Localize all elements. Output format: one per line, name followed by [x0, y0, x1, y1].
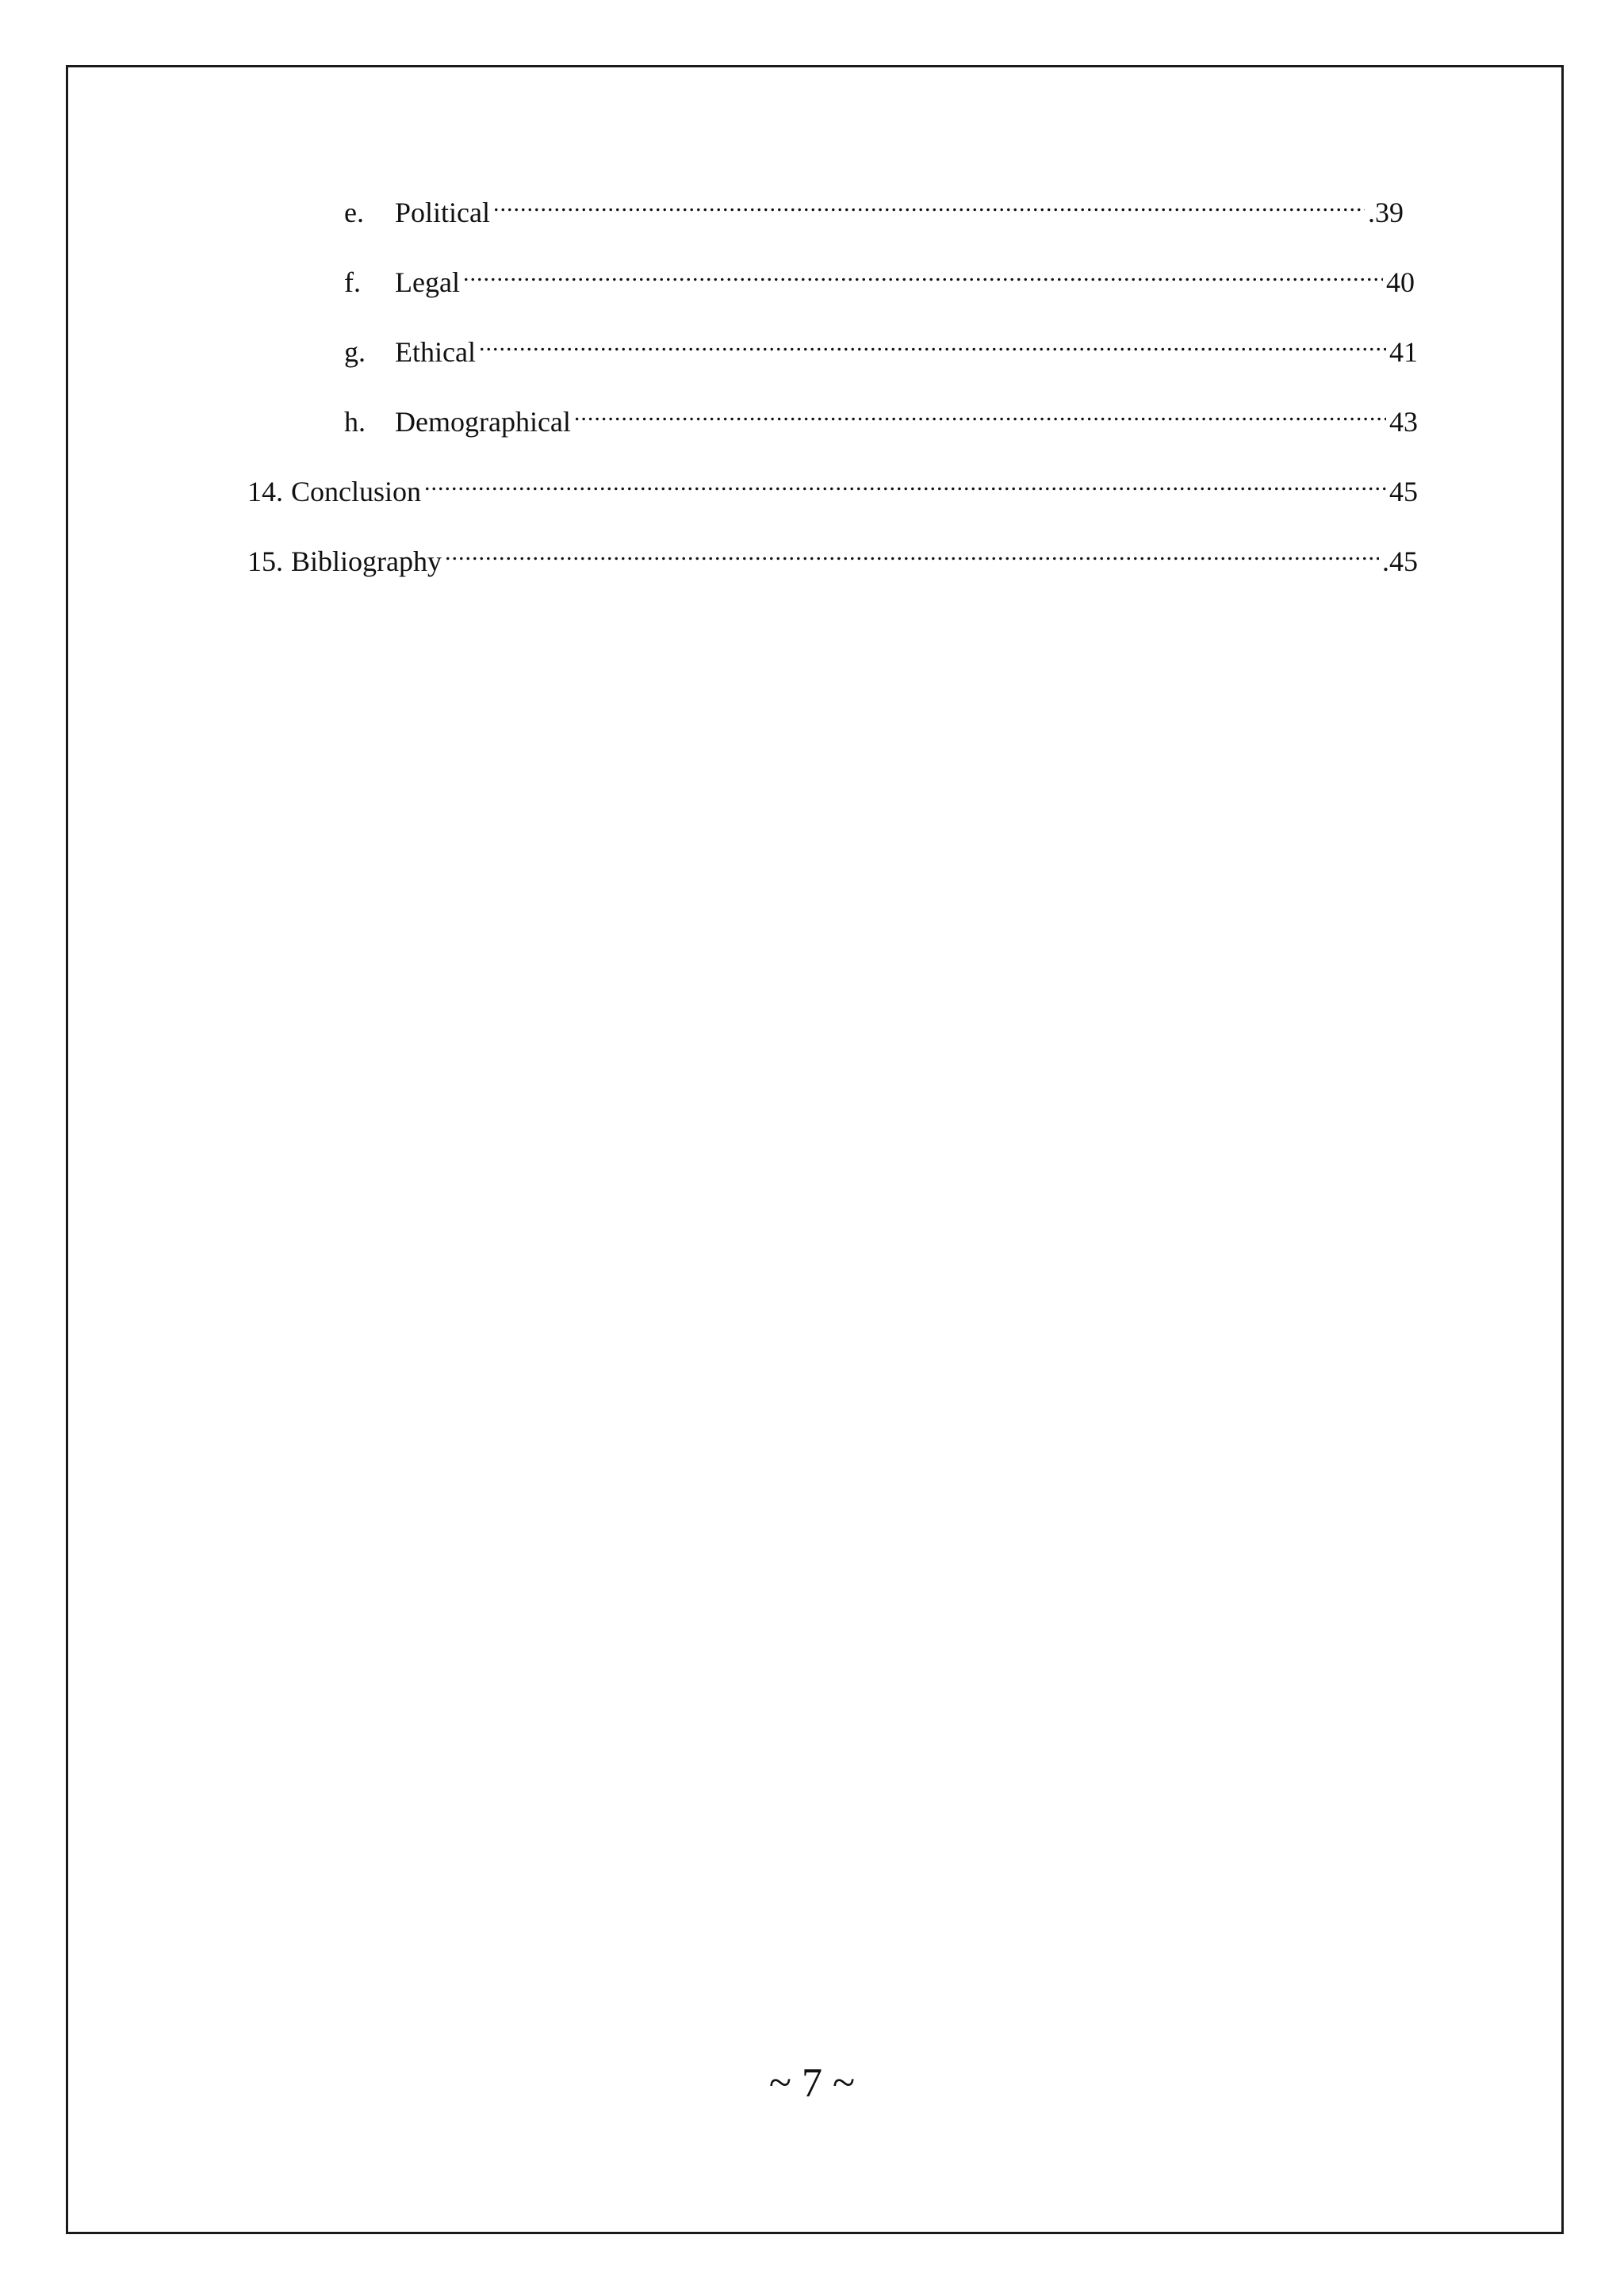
toc-entry-page: 45 — [1389, 476, 1418, 507]
dot-leader — [463, 257, 1383, 292]
dot-leader — [445, 536, 1379, 571]
toc-entry-bibliography[interactable] — [247, 536, 1418, 579]
dot-leader — [424, 466, 1386, 501]
toc-entry-ethical[interactable] — [344, 327, 1418, 369]
toc-entry-title: Conclusion — [291, 476, 422, 507]
toc-entry-page: .45 — [1382, 545, 1418, 577]
toc-entry-number: f. — [344, 266, 361, 298]
table-of-contents — [0, 0, 1624, 634]
toc-entry-page: 41 — [1389, 336, 1418, 368]
toc-entry-title: Demographical — [395, 406, 571, 438]
toc-entry-page: 43 — [1389, 406, 1418, 438]
toc-entry-number: h. — [344, 406, 366, 438]
dot-leader — [574, 396, 1386, 431]
toc-entry-legal[interactable] — [344, 257, 1415, 300]
toc-entry-page: .39 — [1368, 197, 1404, 228]
toc-entry-title: Political — [395, 197, 490, 228]
toc-entry-number: e. — [344, 197, 364, 228]
toc-entry-title: Bibliography — [291, 545, 442, 577]
toc-entry-title: Legal — [395, 266, 460, 298]
toc-entry-title: Ethical — [395, 336, 476, 368]
toc-entry-number: 14. — [247, 476, 283, 507]
toc-entry-number: 15. — [247, 545, 283, 577]
toc-entry-page: 40 — [1386, 266, 1415, 298]
dot-leader — [493, 187, 1365, 222]
toc-entry-political[interactable] — [344, 187, 1404, 230]
toc-entry-conclusion[interactable] — [247, 466, 1418, 509]
dot-leader — [479, 327, 1386, 362]
toc-entry-number: g. — [344, 336, 366, 368]
toc-entry-demographical[interactable] — [344, 396, 1418, 439]
page-number: ~ 7 ~ — [768, 2061, 856, 2106]
